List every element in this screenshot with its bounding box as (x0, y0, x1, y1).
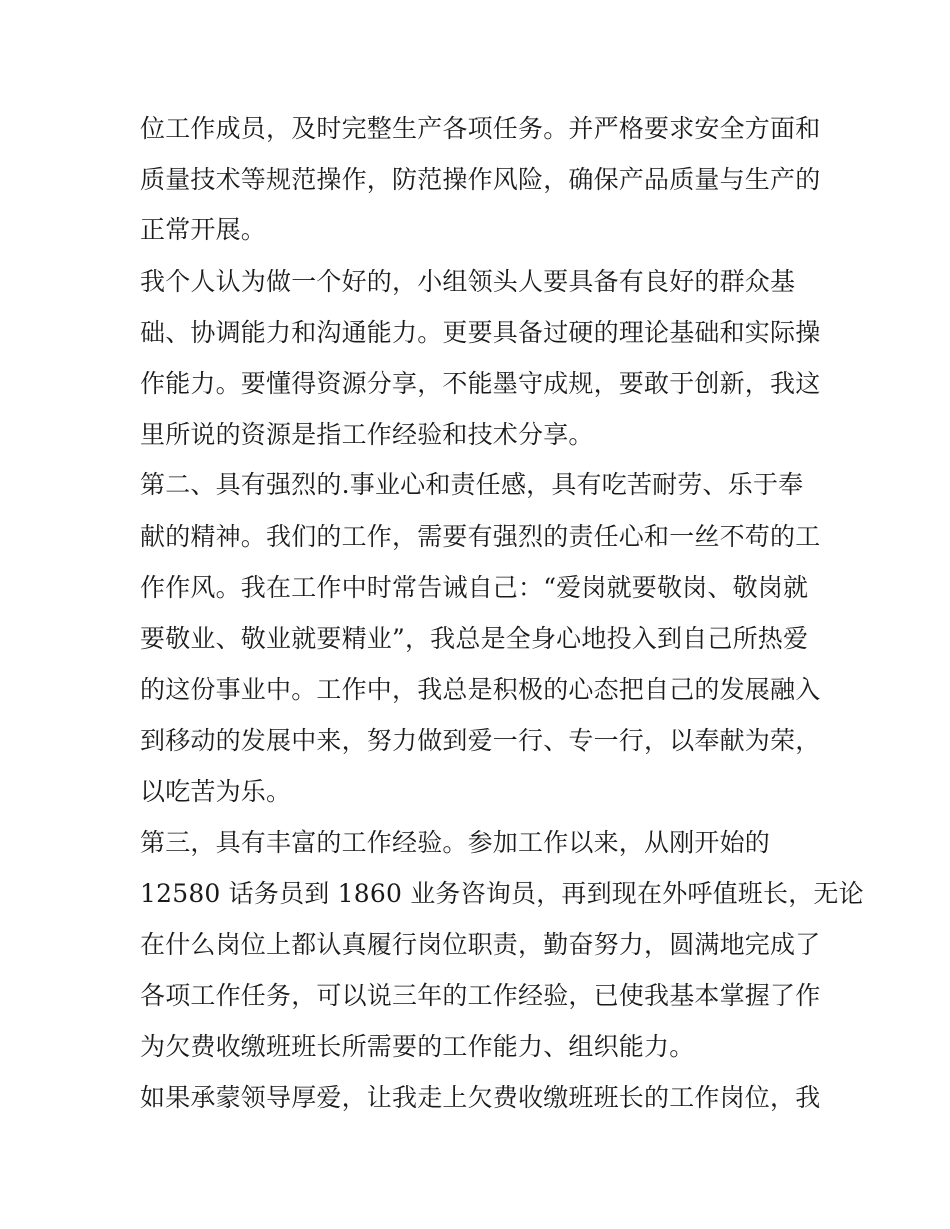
text-line: 12580 话务员到 1860 业务咨询员，再到现在外呼值班长，无论 (140, 879, 864, 908)
text-line: 为欠费收缴班班长所需要的工作能力、组织能力。 (140, 1032, 695, 1061)
text-line: 正常开展。 (140, 215, 267, 244)
text-line: 要敬业、敬业就要精业”，我总是全身心地投入到自己所热爱 (140, 624, 809, 653)
text-line: 我个人认为做一个好的，小组领头人要具备有良好的群众基 (140, 267, 796, 296)
text-line: 到移动的发展中来，努力做到爱一行、专一行，以奉献为荣， (140, 726, 821, 755)
text-line: 作作风。我在工作中时常告诫自己：“爱岗就要敬岗、敬岗就 (140, 573, 809, 602)
text-line: 位工作成员，及时完整生产各项任务。并严格要求安全方面和 (140, 114, 821, 143)
text-line: 里所说的资源是指工作经验和技术分享。 (140, 420, 594, 449)
text-line: 在什么岗位上都认真履行岗位职责，勤奋努力，圆满地完成了 (140, 930, 821, 959)
text-line: 作能力。要懂得资源分享，不能墨守成规，要敢于创新，我这 (140, 369, 821, 398)
text-line: 各项工作任务，可以说三年的工作经验，已使我基本掌握了作 (140, 981, 821, 1010)
text-line: 第三，具有丰富的工作经验。参加工作以来，从刚开始的 (140, 828, 771, 857)
text-line: 献的精神。我们的工作，需要有强烈的责任心和一丝不苟的工 (140, 522, 821, 551)
text-line: 第二、具有强烈的.事业心和责任感，具有吃苦耐劳、乐于奉 (140, 470, 804, 499)
text-line: 以吃苦为乐。 (140, 777, 292, 806)
text-line: 的这份事业中。工作中，我总是积极的心态把自己的发展融入 (140, 675, 821, 704)
text-line: 如果承蒙领导厚爱，让我走上欠费收缴班班长的工作岗位，我 (140, 1083, 821, 1112)
text-line: 质量技术等规范操作，防范操作风险，确保产品质量与生产的 (140, 165, 821, 194)
text-line: 础、协调能力和沟通能力。更要具备过硬的理论基础和实际操 (140, 318, 821, 347)
